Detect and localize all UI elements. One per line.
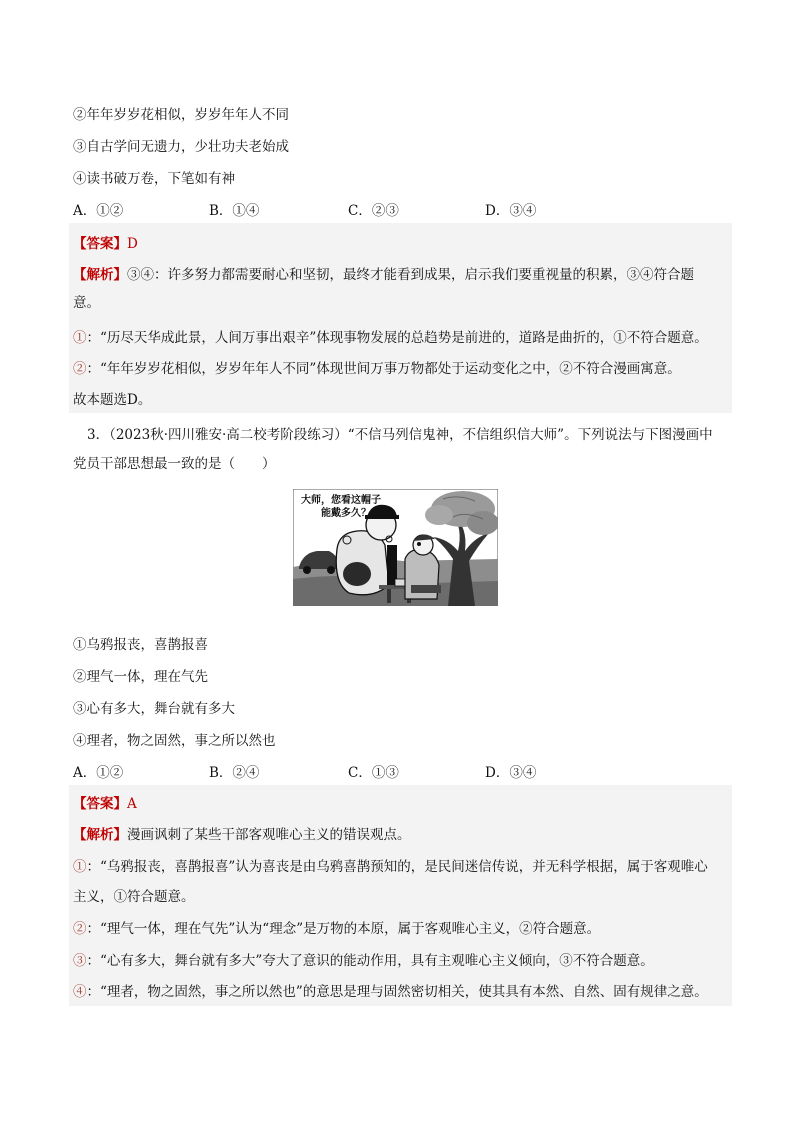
q3-item-1: ①乌鸦报丧，喜鹊报喜 bbox=[73, 637, 208, 653]
cartoon-caption-line2: 能戴多久？ bbox=[321, 508, 371, 519]
q3-analysis-1: 【解析】漫画讽刺了某些干部客观唯心主义的错误观点。 bbox=[73, 827, 411, 843]
q2-option-a[interactable]: A．①② bbox=[73, 203, 124, 219]
q3-item-4: ④理者，物之固然，事之所以然也 bbox=[73, 733, 276, 749]
analysis-tag: 【解析】 bbox=[73, 827, 127, 843]
q3-stem-1: 3．（2023秋·四川雅安·高二校考阶段练习）“不信马列信鬼神，不信组织信大师”。下列说法与下图漫画中 bbox=[87, 427, 713, 443]
q3-option-d[interactable]: D．③④ bbox=[485, 765, 537, 781]
q2-item-2: ②年年岁岁花相似，岁岁年年人不同 bbox=[73, 107, 289, 123]
q2-option-b[interactable]: B．①④ bbox=[209, 203, 260, 219]
answer-tag: 【答案】 bbox=[73, 796, 127, 812]
q2-analysis-3: ②：“年年岁岁花相似，岁岁年年人不同”体现世间万事万物都处于运动变化之中，②不符合漫画寓意。 bbox=[73, 361, 681, 377]
cartoon-caption-line1: 大师，您看这帽子 bbox=[301, 495, 381, 506]
marker: ③ bbox=[73, 953, 87, 969]
q2-analysis-2: ①：“历尽天华成此景，人间万事出艰辛”体现事物发展的总趋势是前进的，道路是曲折的，①不符合题意。 bbox=[73, 330, 708, 346]
q2-conclusion: 故本题选D。 bbox=[73, 392, 152, 408]
answer-value: D bbox=[127, 236, 138, 252]
analysis-tag: 【解析】 bbox=[73, 267, 127, 283]
q3-stem-2: 党员干部思想最一致的是（ ） bbox=[73, 456, 276, 472]
q3-item-3: ③心有多大，舞台就有多大 bbox=[73, 701, 235, 717]
q3-option-b[interactable]: B．②④ bbox=[209, 765, 260, 781]
q3-analysis-a4: ④：“理者，物之固然，事之所以然也”的意思是理与固然密切相关，使其具有本然、自然、固有规律之意。 bbox=[73, 984, 708, 1000]
marker: ④ bbox=[73, 984, 87, 1000]
q3-analysis-a1: ①：“乌鸦报丧，喜鹊报喜”认为喜丧是由乌鸦喜鹊预知的，是民间迷信传说，并无科学根据，属于客观唯心 bbox=[73, 859, 708, 875]
q3-analysis-a2: ②：“理气一体，理在气先”认为“理念”是万物的本原，属于客观唯心主义，②符合题意。 bbox=[73, 921, 601, 937]
q2-analysis-1b: 意。 bbox=[73, 295, 100, 311]
q3-answer bbox=[73, 792, 137, 812]
answer-value: A bbox=[127, 796, 137, 812]
answer-tag: 【答案】 bbox=[73, 236, 127, 252]
marker: ② bbox=[73, 361, 87, 377]
marker: ① bbox=[73, 859, 87, 875]
marker: ① bbox=[73, 330, 87, 346]
q3-options bbox=[73, 761, 633, 781]
cartoon-image bbox=[293, 489, 498, 606]
q3-option-a[interactable]: A．①② bbox=[73, 765, 124, 781]
q2-options bbox=[73, 199, 633, 219]
marker: ② bbox=[73, 921, 87, 937]
q3-analysis-a1b: 主义，①符合题意。 bbox=[73, 889, 195, 905]
q2-item-3: ③自古学问无遗力，少壮功夫老始成 bbox=[73, 139, 289, 155]
q2-answer bbox=[73, 232, 138, 252]
q2-item-4: ④读书破万卷，下笔如有神 bbox=[73, 171, 235, 187]
q2-answer-box bbox=[69, 223, 732, 413]
q2-option-d[interactable]: D．③④ bbox=[485, 203, 537, 219]
q3-analysis-a3: ③：“心有多大，舞台就有多大”夸大了意识的能动作用，具有主观唯心主义倾向，③不符合题意。 bbox=[73, 953, 654, 969]
q2-analysis-1: 【解析】③④：许多努力都需要耐心和坚韧，最终才能看到成果，启示我们要重视量的积累，③④符合题 bbox=[73, 267, 694, 283]
q3-answer-box bbox=[69, 785, 732, 1006]
q2-option-c[interactable]: C．②③ bbox=[348, 203, 399, 219]
q3-item-2: ②理气一体，理在气先 bbox=[73, 669, 208, 685]
q3-option-c[interactable]: C．①③ bbox=[348, 765, 399, 781]
cartoon-drawing bbox=[293, 489, 498, 606]
